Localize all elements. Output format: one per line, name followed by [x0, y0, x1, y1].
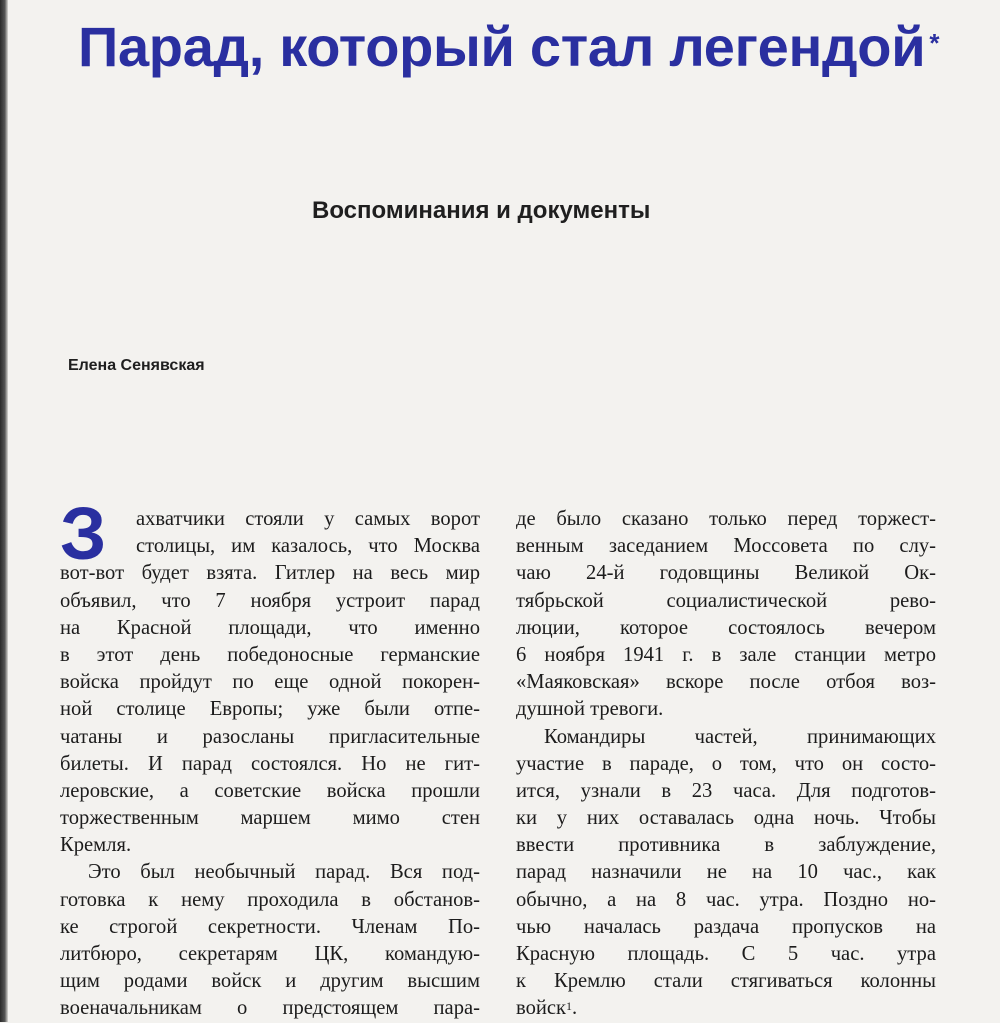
text-line: обычно, а на 8 час. утра. Поздно но-	[516, 888, 936, 911]
sentence-period: .	[572, 997, 578, 1020]
text-line: чатаны и разосланы пригласительные	[60, 725, 480, 748]
text-line: ввести противника в заблуждение,	[516, 834, 936, 857]
text-line: торжественным маршем мимо стен	[60, 807, 480, 830]
text-line: ки у них оставалась одна ночь. Чтобы	[516, 807, 936, 830]
drop-cap: З	[60, 492, 107, 575]
text-line: к Кремлю стали стягиваться колонны	[516, 970, 936, 993]
text-column-left	[60, 492, 480, 1023]
text-line: участие в параде, о том, что он состо-	[516, 752, 936, 775]
text-line: в этот день победоносные германские	[60, 643, 480, 666]
text-line: ахватчики стояли у самых ворот	[136, 508, 480, 530]
text-line: Кремля.	[60, 834, 132, 857]
text-line: леровские, а советские войска прошли	[60, 779, 480, 802]
text-line: вот-вот будет взята. Гитлер на весь мир	[60, 562, 480, 585]
text-line: люции, которое состоялось вечером	[516, 616, 936, 639]
text-line: на Красной площади, что именно	[60, 616, 480, 639]
text-line: Командиры частей, принимающих	[544, 725, 936, 748]
text-line: объявил, что 7 ноября устроит парад	[60, 589, 480, 612]
footnote-mark: 1	[566, 999, 573, 1014]
text-line: щим родами войск и другим высшим	[60, 970, 480, 993]
text-line: Красную площадь. С 5 час. утра	[516, 943, 936, 965]
text-line: ке строгой секретности. Членам По-	[60, 915, 480, 938]
text-line-last	[516, 995, 936, 1022]
text-line: литбюро, секретарям ЦК, командую-	[60, 943, 480, 965]
page-edge-shadow	[0, 0, 8, 1022]
article-title-text: Парад, который стал легендой	[78, 15, 926, 78]
title-footnote-mark: *	[929, 28, 940, 58]
text-line: ится, узнали в 23 часа. Для подготов-	[516, 779, 936, 802]
text-line-content: войск	[516, 997, 567, 1020]
text-line: столицы, им казалось, что Москва	[136, 535, 480, 558]
text-line: чью началась раздача пропусков на	[516, 915, 936, 938]
text-line: билеты. И парад состоялся. Но не гит-	[60, 752, 480, 775]
text-line: «Маяковская» вскоре после отбоя воз-	[516, 671, 936, 694]
text-line: ной столице Европы; уже были отпе-	[60, 698, 480, 721]
text-line: войска пройдут по еще одной покорен-	[60, 671, 480, 694]
text-column-right	[516, 506, 936, 1023]
text-line: тябрьской социалистической рево-	[516, 589, 936, 612]
text-line: готовка к нему проходила в обстанов-	[60, 888, 480, 911]
text-line: военачальникам о предстоящем пара-	[60, 997, 480, 1020]
text-line: парад назначили не на 10 час., как	[516, 861, 936, 884]
text-line: чаю 24-й годовщины Великой Ок-	[516, 562, 936, 585]
text-line: 6 ноября 1941 г. в зале станции метро	[516, 643, 936, 666]
article-subtitle: Воспоминания и документы	[312, 197, 651, 224]
text-line: венным заседанием Моссовета по слу-	[516, 535, 936, 558]
text-line: Это был необычный парад. Вся под-	[88, 861, 480, 884]
text-line: душной тревоги.	[516, 698, 664, 721]
text-line: де было сказано только перед торжест-	[516, 508, 936, 530]
article-title	[78, 14, 988, 80]
author-name: Елена Сенявская	[68, 357, 205, 374]
